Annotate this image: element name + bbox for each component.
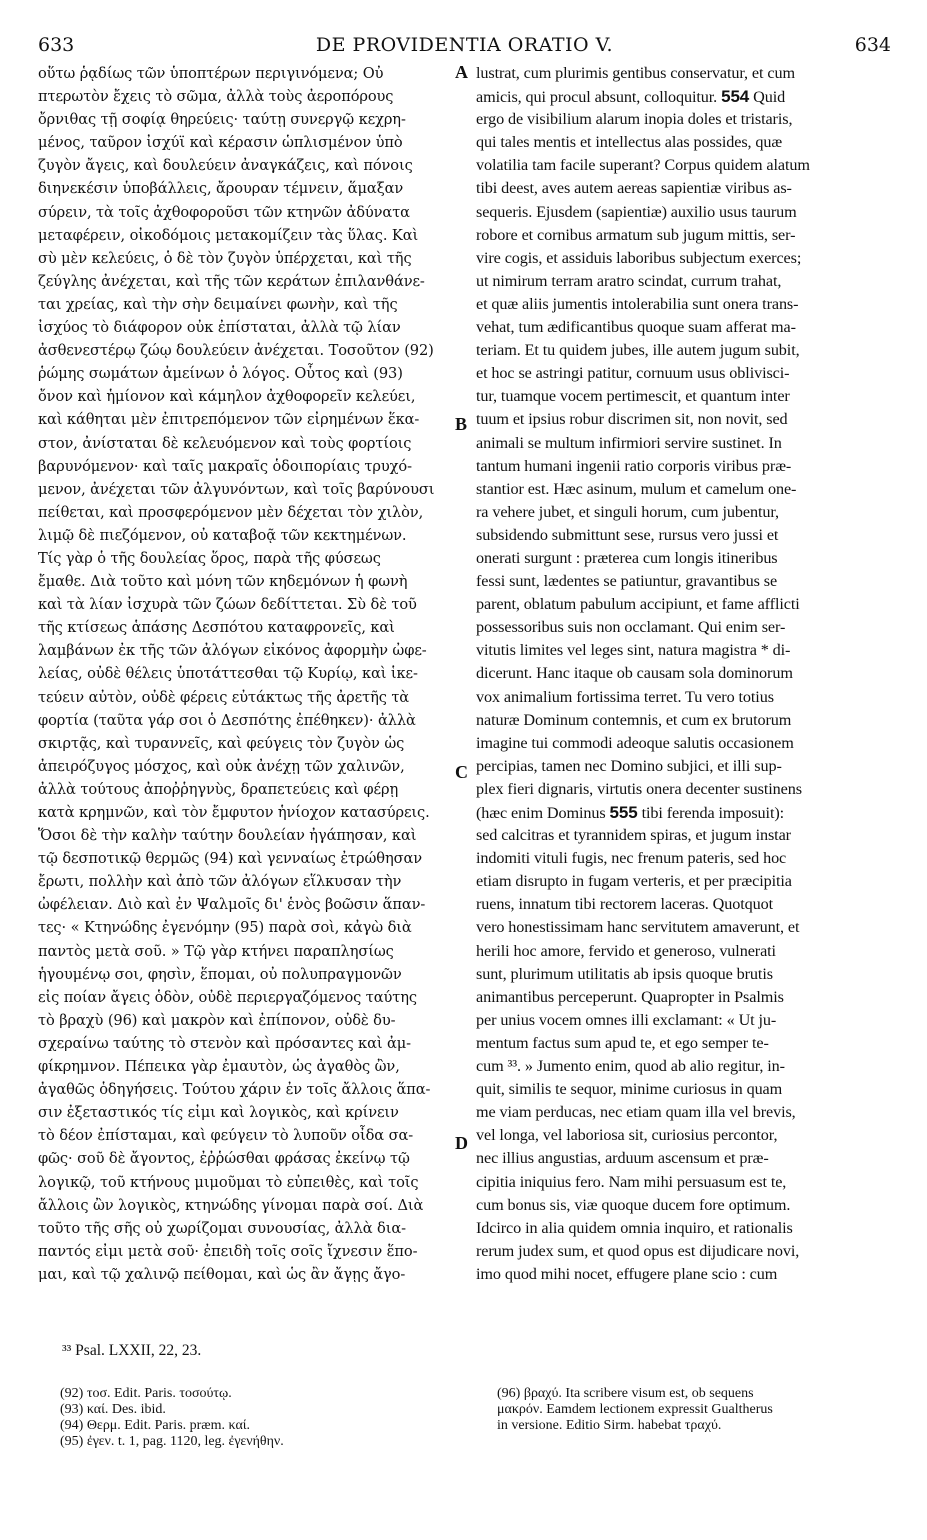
- latin-line: [476, 1263, 892, 1286]
- latin-line-text: animali se multum infirmiori servire sustinet. In: [476, 433, 782, 452]
- latin-line-text: fessi sunt, lædentes se patiuntur, gravantibus se: [476, 572, 778, 591]
- latin-line: [476, 408, 892, 431]
- latin-line: [476, 478, 892, 501]
- greek-line: ζυγὸν ἄγεις, καὶ δουλεύειν ἀναγκάζεις, καὶ πόνοις: [38, 157, 413, 175]
- latin-line: [476, 1147, 892, 1170]
- latin-line: [476, 1124, 892, 1147]
- latin-line: [476, 385, 892, 408]
- greek-line: τεύειν αὐτὸν, οὐδὲ φέρεις εὐτάκτως τῆς ἀρετῆς τὰ: [38, 688, 410, 706]
- section-marker-a: A: [455, 62, 468, 82]
- greek-line: ἰσχύος τὸ διάφορον οὐκ ἐπίσταται, ἀλλὰ τῷ λίαν: [38, 319, 401, 337]
- latin-line-text: mentum factus sum apud te, et ego semper te-: [476, 1033, 769, 1052]
- latin-line-text-after: tibi ferenda imposuit):: [637, 804, 785, 822]
- greek-line: σύρειν, τὰ τοῖς ἀχθοφοροῦσι τῶν κτηνῶν ἀδύνατα: [38, 203, 410, 221]
- latin-line-text: ut nimirum terram aratro scindat, currum trahat,: [476, 271, 782, 290]
- greek-line: διηνεκέσιν ὑποβάλλεις, ἄρουραν τέμνειν, ἅμαξαν: [38, 180, 404, 198]
- greek-line: οὕτω ῥᾳδίως τῶν ὑποπτέρων περιγινόμενα; Οὐ: [38, 65, 384, 82]
- greek-line: πτερωτὸν ἔχεις τὸ σῶμα, ἀλλὰ τοὺς ἀεροπόρους: [38, 88, 394, 106]
- latin-line: [476, 570, 892, 593]
- latin-line-text: rerum judex sum, et quod opus est dijudicare novi,: [476, 1241, 800, 1260]
- greek-line: σκιρτᾷς, καὶ τυραννεῖς, καὶ φεύγεις τὸν ζυγὸν ὡς: [38, 734, 405, 752]
- greek-line: παντὸς μετὰ σοῦ. » Τῷ γὰρ κτήνει παραπλησίως: [38, 942, 394, 960]
- greek-line: ἔμαθε. Διὰ τοῦτο καὶ μόνη τῶν κηδεμόνων ἡ φωνὴ: [38, 573, 408, 591]
- latin-line-text: et quæ aliis jumentis intolerabilia sunt onera trans-: [476, 294, 799, 313]
- latin-line: [476, 709, 892, 732]
- critical-note-line: (93) καί. Des. ibid.: [60, 1402, 166, 1417]
- latin-line: [476, 85, 892, 108]
- latin-line: [476, 801, 892, 824]
- section-marker-b: B: [455, 414, 468, 434]
- latin-line-text: tibi deest, aves autem aereas sapientiæ viribus as-: [476, 179, 792, 198]
- latin-line: [476, 62, 892, 85]
- latin-line-text: nec illius angustias, arduum ascensum et præ-: [476, 1149, 769, 1168]
- latin-line-text: sequeris. Ejusdem (sapientiæ) auxilio usus taurum: [476, 202, 797, 221]
- greek-line: λιμῷ δὲ πιεζόμενον, οὐ καταβοᾷ τῶν κεκτημένων.: [38, 526, 407, 544]
- latin-line-text: tuum et ipsius robur discrimen sit, non novit, sed: [476, 410, 788, 429]
- greek-line: ἀλλὰ τούτους ἀποῤῥηγνὺς, δραπετεύεις καὶ φέρῃ: [38, 780, 399, 798]
- latin-line-text: Idcirco in alia quidem omnia inquiro, et rationalis: [476, 1218, 793, 1237]
- latin-line: [476, 339, 892, 362]
- greek-line: στον, ἀνίσταται δὲ κελευόμενον καὶ τοὺς φορτίοις: [38, 434, 412, 452]
- latin-line-text: volatilia tam facile superant? Corpus quidem alatum: [476, 156, 810, 175]
- latin-line: [476, 616, 892, 639]
- latin-line: [476, 778, 892, 801]
- greek-line: σὺ μὲν κελεύεις, ὁ δὲ τὸν ζυγὸν ὑπέρχεται, καὶ τῆς: [38, 249, 412, 267]
- greek-line: Τίς γὰρ ὁ τῆς δουλείας ὅρος, παρὰ τῆς φύσεως: [38, 549, 381, 567]
- greek-line: καὶ τὰ λίαν ἰσχυρὰ τῶν ζώων δεδίττεται. Σὺ δὲ τοῦ: [38, 596, 417, 614]
- latin-line-text: etiam disrupto in fugam verteris, et per præcipitia: [476, 872, 792, 891]
- latin-line: [476, 316, 892, 339]
- latin-line-text: naturæ Dominum contemnis, et cum ex brutorum: [476, 710, 792, 729]
- greek-line: ἀγαθῶς ὁδηγήσεις. Τούτου χάριν ἐν τοῖς ἄλλοις ἅπα-: [38, 1081, 431, 1099]
- latin-line-text: dicerunt. Hanc itaque ob causam sola dominorum: [476, 664, 793, 683]
- latin-line-text: ra vehere jubet, et singuli horum, cum jubentur,: [476, 502, 779, 521]
- greek-line: τες· « Κτηνώδης ἐγενόμην (95) παρὰ σοὶ, κἀγὼ διὰ: [38, 919, 412, 937]
- latin-line-text: amicis, qui procul absunt, colloquitur.: [476, 88, 718, 107]
- greek-line: τοῦτο τῆς σῆς οὐ χωρίζομαι συνουσίας, ἀλλὰ δια-: [38, 1219, 406, 1237]
- latin-line: [476, 108, 892, 131]
- greek-line: φίκρημνον. Πέπεικα γὰρ ἐμαυτὸν, ὡς ἀγαθὸς ὢν,: [38, 1058, 400, 1076]
- greek-line: ται χρείας, καὶ τὴν σὴν δειμαίνει φωνὴν, καὶ τῆς: [38, 295, 398, 313]
- greek-line: ὄρνιθας τῇ σοφίᾳ θηρεύεις· ταύτῃ συνεργῷ κεχρη-: [38, 111, 406, 129]
- latin-line: [476, 362, 892, 385]
- latin-line: [476, 270, 892, 293]
- latin-line: [476, 755, 892, 778]
- greek-line: φῶς· σοῦ δὲ ἄγοντος, ἐῤῥώσθαι φράσας ἐκείνῳ τῷ: [38, 1150, 410, 1168]
- latin-line: [476, 686, 892, 709]
- latin-line-text: vox animalium fortissima terret. Tu vero totius: [476, 687, 774, 706]
- greek-line: φορτία (ταῦτα γάρ σοι ὁ Δεσπότης ἐπέθηκεν)· ἀλλὰ: [38, 711, 416, 729]
- latin-line-text: (hæc enim Dominus: [476, 804, 606, 822]
- latin-line-text: vero honestissimam hanc servitutem amaverunt, et: [476, 918, 800, 937]
- latin-line-text: stantior est. Hæc asinum, mulum et camelum one-: [476, 479, 797, 498]
- latin-line-text: possessoribus suis non occlamant. Qui enim ser-: [476, 618, 786, 637]
- latin-line-text: plex fieri dignaris, virtutis onera decenter sustinens: [476, 779, 802, 798]
- greek-line: τῆς κτίσεως ἁπάσης Δεσπότου καταφρονεῖς, καὶ: [38, 619, 395, 637]
- latin-line-text: sunt, plurimum utilitatis ab ipsis quoque brutis: [476, 964, 773, 983]
- latin-line: [476, 963, 892, 986]
- running-title: DE PROVIDENTIA ORATIO V.: [315, 34, 614, 56]
- latin-line-text: vel longa, vel laboriosa sit, curiosius percontor,: [476, 1126, 778, 1145]
- latin-line-text: tantum humani ingenii ratio corporis viribus præ-: [476, 456, 792, 475]
- latin-line: [476, 455, 892, 478]
- latin-line-text: vitutis limites vel leges sint, natura magistra * di-: [476, 641, 791, 660]
- greek-line: μεταφέρειν, οἰκοδόμοις μετακομίζειν τὰς ὕλας. Καὶ: [38, 226, 419, 244]
- latin-line-text: teriam. Et tu quidem jubes, ille autem jugum subit,: [476, 341, 800, 360]
- latin-line: [476, 1032, 892, 1055]
- latin-line: [476, 154, 892, 177]
- latin-line-text: robore et cornibus armatum sub jugum mittis, ser-: [476, 225, 796, 244]
- page-number-left: 633: [38, 34, 75, 56]
- latin-line: [476, 824, 892, 847]
- section-marker-d: D: [455, 1133, 468, 1153]
- latin-text-column: [476, 62, 892, 1286]
- latin-line-text: vehat, tum ædificantibus quoque suam afferat ma-: [476, 318, 796, 337]
- latin-line: [476, 893, 892, 916]
- critical-notes-right: [497, 1386, 897, 1434]
- greek-line: μενον, ἀνέχεται τῶν ἀλγυνόντων, καὶ τοῖς βαρύνουσι: [38, 480, 435, 498]
- latin-line-text: ruens, innatum tibi rectorem laceras. Quotquot: [476, 895, 774, 914]
- greek-line: κατὰ κρημνῶν, καὶ τὸν ἔμφυτον ἡνίοχον κατασύρεις.: [38, 804, 430, 821]
- greek-line: ἔρωτι, πολλὴν καὶ ἀπὸ τῶν ἀλόγων εἵλκυσαν τὴν: [38, 873, 402, 891]
- latin-line-text: ergo de visibilium alarum inopia doles et tristaris,: [476, 110, 793, 129]
- latin-line: [476, 501, 892, 524]
- greek-text-column: [38, 62, 458, 1286]
- page-number-right: 634: [854, 34, 891, 56]
- latin-line-text: imagine tui commodi adeoque salutis occasionem: [476, 733, 794, 752]
- critical-notes-left: [60, 1386, 460, 1450]
- latin-line-text-after: Quid: [749, 88, 786, 107]
- latin-line: [476, 916, 892, 939]
- greek-line: λογικῷ, τοῦ κτήνους μιμοῦμαι τὸ εὐπειθὲς, καὶ τοῖς: [38, 1173, 419, 1191]
- greek-line: Ὅσοι δὲ τὴν καλὴν ταύτην δουλείαν ἠγάπησαν, καὶ: [38, 827, 417, 845]
- latin-line: [476, 1194, 892, 1217]
- critical-note-line: in versione. Editio Sirm. habebat τραχύ.: [497, 1418, 722, 1433]
- latin-line-text: cipitia iniquius fero. Nam mihi persuasum est te,: [476, 1172, 787, 1191]
- latin-line-text: qui tales mentis et intellectus alas possides, quæ: [476, 133, 783, 152]
- latin-line-text: imo quod mihi nocet, effugere plane scio : cum: [476, 1264, 778, 1283]
- latin-line-text: herili hoc amore, fervido et generoso, vulnerati: [476, 941, 776, 960]
- latin-line: [476, 593, 892, 616]
- latin-line: [476, 432, 892, 455]
- greek-line: καὶ κάθηται μὲν ἐπιτρεπόμενον τῶν εἰρημένων ἕκα-: [38, 411, 420, 429]
- critical-note-line: (92) τοσ. Edit. Paris. τοσούτῳ.: [60, 1386, 232, 1401]
- greek-line: ἀπειρόζυγος μόσχος, καὶ οὐκ ἀνέχῃ τῶν χαλινῶν,: [38, 757, 405, 775]
- latin-line-text: per unius vocem omnes illi exclamant: « Ut ju-: [476, 1010, 777, 1029]
- latin-line: [476, 986, 892, 1009]
- latin-line-text: animantibus perceperunt. Quapropter in Psalmis: [476, 987, 784, 1006]
- latin-line-text: parent, oblatum pabulum accipiunt, et fame afflicti: [476, 595, 800, 614]
- latin-line-text: indomiti vituli fugis, nec frenum pateris, sed hoc: [476, 849, 787, 868]
- edition-page-number: 555: [609, 803, 638, 822]
- latin-line: [476, 1240, 892, 1263]
- latin-line: [476, 131, 892, 154]
- latin-line-text: percipias, tamen nec Domino subjici, et illi sup-: [476, 756, 782, 775]
- latin-line-text: quit, similis te sequor, minime curiosus in quam: [476, 1080, 783, 1099]
- greek-line: εἰς ποίαν ἄγεις ὁδὸν, οὐδὲ περιεργαζόμενος ταύτης: [38, 988, 417, 1006]
- greek-line: βαρυνόμενον· καὶ ταῖς μακραῖς ὁδοιπορίαις τρυχό-: [38, 457, 412, 475]
- greek-line: παντός εἰμι μετὰ σοῦ· ἐπειδὴ τοῖς σοῖς ἴχνεσιν ἕπο-: [38, 1242, 418, 1260]
- latin-line-text: onerati surgunt : præterea cum longis itineribus: [476, 548, 778, 567]
- latin-line: [476, 247, 892, 270]
- latin-line-text: vire cogis, et assiduis laboribus subjectum exerces;: [476, 248, 802, 267]
- latin-line: [476, 870, 892, 893]
- latin-line: [476, 524, 892, 547]
- edition-page-number: 554: [721, 87, 750, 107]
- greek-line: τὸ βραχὺ (96) καὶ μακρὸν καὶ ἐπίπονον, οὐδὲ δυ-: [38, 1011, 396, 1029]
- critical-note-line: (94) Θερμ. Edit. Paris. præm. καί.: [60, 1418, 251, 1433]
- greek-line: λαμβάνων ἐκ τῆς τῶν ἀλόγων εἰκόνος ἀφορμὴν ὠφε-: [38, 642, 427, 660]
- latin-line-text: cum bonus sis, viæ quoque ducem fore optimum.: [476, 1195, 791, 1214]
- greek-line: σχεραίνω ταύτης τὸ στενὸν καὶ πρόσαντες καὶ ἀμ-: [38, 1034, 411, 1052]
- section-marker-c: C: [455, 762, 468, 782]
- scripture-footnote: ³³ Psal. LXXII, 22, 23.: [62, 1342, 202, 1359]
- latin-line-text: subsidendo submittunt sese, rursus vero jussi et: [476, 525, 779, 544]
- latin-line: [476, 639, 892, 662]
- greek-line: μαι, καὶ τῷ χαλινῷ πείθομαι, καὶ ὡς ἂν ἄγῃς ἄγο-: [38, 1265, 406, 1283]
- latin-line: [476, 293, 892, 316]
- greek-line: ἡγουμένῳ σοι, φησὶν, ἕπομαι, οὐ πολυπραγμονῶν: [38, 965, 402, 983]
- latin-line: [476, 224, 892, 247]
- latin-line-text: tur, tuamque vocem pertimescit, et quantum inter: [476, 387, 790, 406]
- latin-line: [476, 1009, 892, 1032]
- greek-line: σιν ἐξεταστικός τίς εἰμι καὶ λογικὸς, καὶ κρίνειν: [38, 1104, 399, 1122]
- latin-line: [476, 1217, 892, 1240]
- running-header: [38, 34, 891, 60]
- critical-note-line: (96) βραχύ. Ita scribere visum est, ob sequens: [497, 1386, 754, 1401]
- latin-line-text: me viam perducas, nec etiam quam illa vel brevis,: [476, 1103, 796, 1122]
- latin-line: [476, 940, 892, 963]
- latin-line-text: cum ³³. » Jumento enim, quod ab alio regitur, in-: [476, 1057, 785, 1076]
- greek-line: ἄλλοις ὢν λογικὸς, κτηνώδης γίνομαι παρὰ σοί. Διὰ: [38, 1196, 424, 1214]
- greek-line: μένος, ταῦρον ἰσχύϊ καὶ κέρασιν ὡπλισμένον ὑπὸ: [38, 134, 403, 152]
- greek-line: λείας, οὐδὲ θέλεις ὑποτάττεσθαι τῷ Κυρίῳ, καὶ ἱκε-: [38, 665, 418, 683]
- greek-line: τὸ δέον ἐπίσταμαι, καὶ φεύγειν τὸ λυποῦν οἶδα σα-: [38, 1127, 414, 1145]
- latin-line: [476, 1078, 892, 1101]
- latin-line: [476, 1055, 892, 1078]
- greek-line: πείθεται, καὶ προσφερόμενον μὲν δέχεται τὸν χιλὸν,: [38, 503, 424, 521]
- latin-line: [476, 847, 892, 870]
- latin-line: [476, 732, 892, 755]
- greek-line: τῷ δεσποτικῷ θερμῶς (94) καὶ γενναίως ἐτρώθησαν: [38, 850, 423, 868]
- greek-line: ζεύγλης ἀνέχεται, καὶ τῆς τῶν κεράτων ἐπιλανθάνε-: [38, 272, 425, 290]
- greek-line: ὠφέλειαν. Διὸ καὶ ἐν Ψαλμοῖς δι' ἑνὸς βοῶσιν ἅπαν-: [38, 896, 426, 914]
- latin-line: [476, 201, 892, 224]
- greek-line: ὄνον καὶ ἡμίονον καὶ κάμηλον ἀχθοφορεῖν κελεύει,: [38, 388, 416, 406]
- greek-line: ῥώμης σωμάτων ἀμείνων ὁ λόγος. Οὗτος καὶ (93): [38, 365, 403, 383]
- latin-line: [476, 547, 892, 570]
- latin-line: [476, 662, 892, 685]
- latin-line: [476, 1171, 892, 1194]
- latin-line-text: et hoc se astringi patitur, cornuum usus oblivisci-: [476, 364, 790, 383]
- critical-note-line: μακρόν. Eamdem lectionem expressit Gualtherus: [497, 1402, 773, 1417]
- latin-line-text: sed calcitras et tyrannidem spiras, et jugum instar: [476, 826, 791, 845]
- latin-line-text: lustrat, cum plurimis gentibus conservatur, et cum: [476, 64, 795, 82]
- critical-note-line: (95) ἐγεν. t. 1, pag. 1120, leg. ἐγενήθην.: [60, 1434, 284, 1449]
- latin-line: [476, 1101, 892, 1124]
- latin-line: [476, 177, 892, 200]
- greek-line: ἀσθενεστέρῳ ζώῳ δουλεύειν ἀνέχεται. Τοσοῦτον (92): [38, 342, 434, 360]
